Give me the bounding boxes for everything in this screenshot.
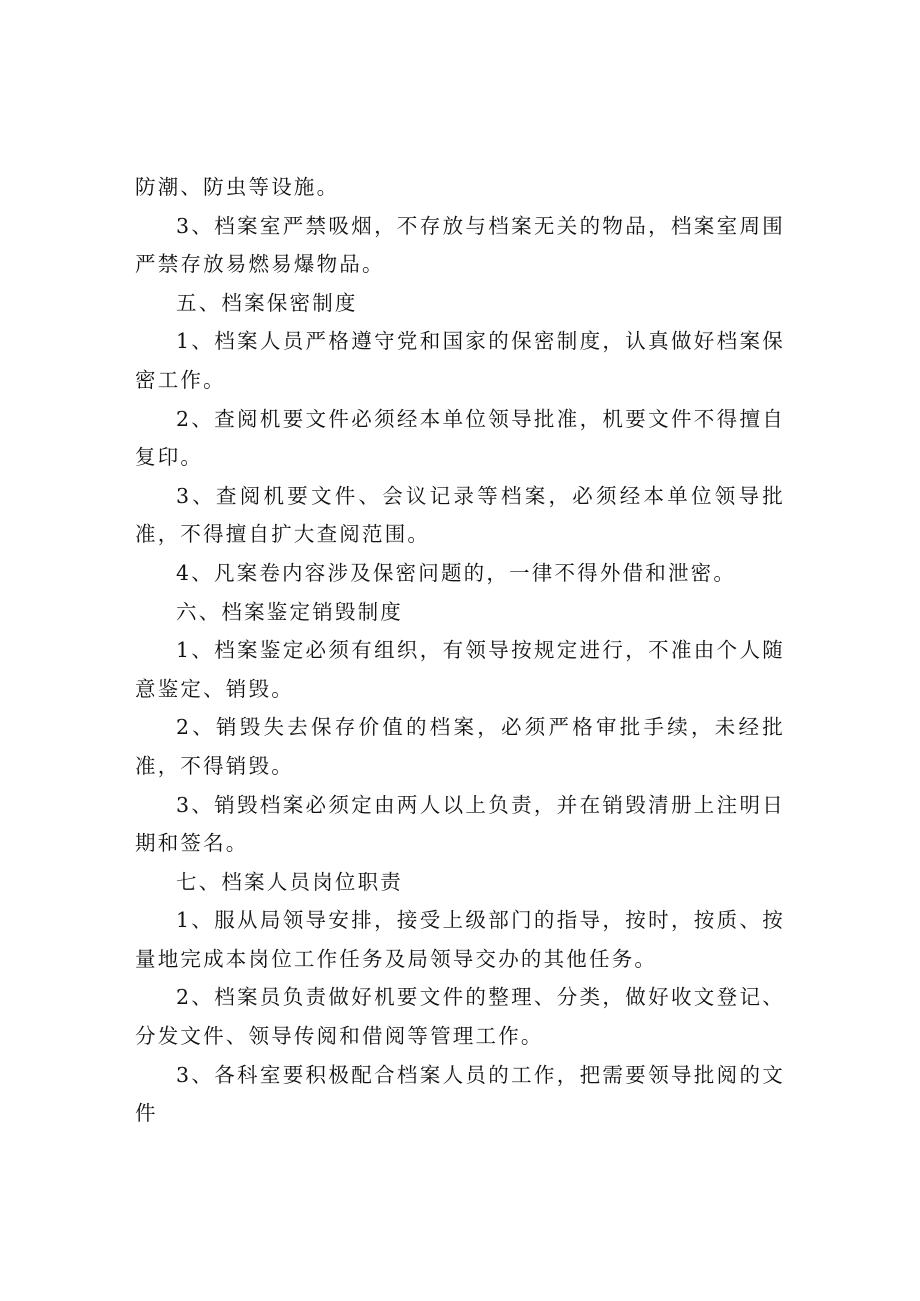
paragraph-confidentiality-4: 4、凡案卷内容涉及保密问题的，一律不得外借和泄密。 [176,560,737,585]
paragraph-archive-room-no-smoking: 3、档案室严禁吸烟，不存放与档案无关的物品，档案室周围严禁存放易燃易爆物品。 [135,213,785,277]
section-heading-staff-duties: 七、档案人员岗位职责 [176,869,403,894]
paragraph-appraisal-3: 3、销毁档案必须定由两人以上负责，并在销毁清册上注明日期和签名。 [135,792,785,856]
paragraph-confidentiality-1: 1、档案人员严格遵守党和国家的保密制度，认真做好档案保密工作。 [135,329,785,392]
document-body [135,168,785,1133]
paragraph-appraisal-1: 1、档案鉴定必须有组织，有领导按规定进行，不准由个人随意鉴定、销毁。 [135,638,785,701]
paragraph-duties-1: 1、服从局领导安排，接受上级部门的指导，按时，按质、按量地完成本岗位工作任务及局领导交办的其他任务。 [135,908,785,971]
paragraph-duties-2: 2、档案员负责做好机要文件的整理、分类，做好收文登记、分发文件、领导传阅和借阅等管理工作。 [135,985,785,1049]
paragraph-confidentiality-2: 2、查阅机要文件必须经本单位领导批准，机要文件不得擅自复印。 [135,406,785,470]
paragraph-appraisal-2: 2、销毁失去保存价值的档案，必须严格审批手续，未经批准，不得销毁。 [135,715,785,778]
paragraph-duties-3: 3、各科室要积极配合档案人员的工作，把需要领导批阅的文件 [135,1062,785,1126]
paragraph-continuation: 防潮、防虫等设施。 [135,175,340,199]
section-heading-appraisal-destruction: 六、档案鉴定销毁制度 [176,599,403,624]
section-heading-confidentiality: 五、档案保密制度 [176,290,358,315]
paragraph-confidentiality-3: 3、查阅机要文件、会议记录等档案，必须经本单位领导批准，不得擅自扩大查阅范围。 [135,483,785,547]
